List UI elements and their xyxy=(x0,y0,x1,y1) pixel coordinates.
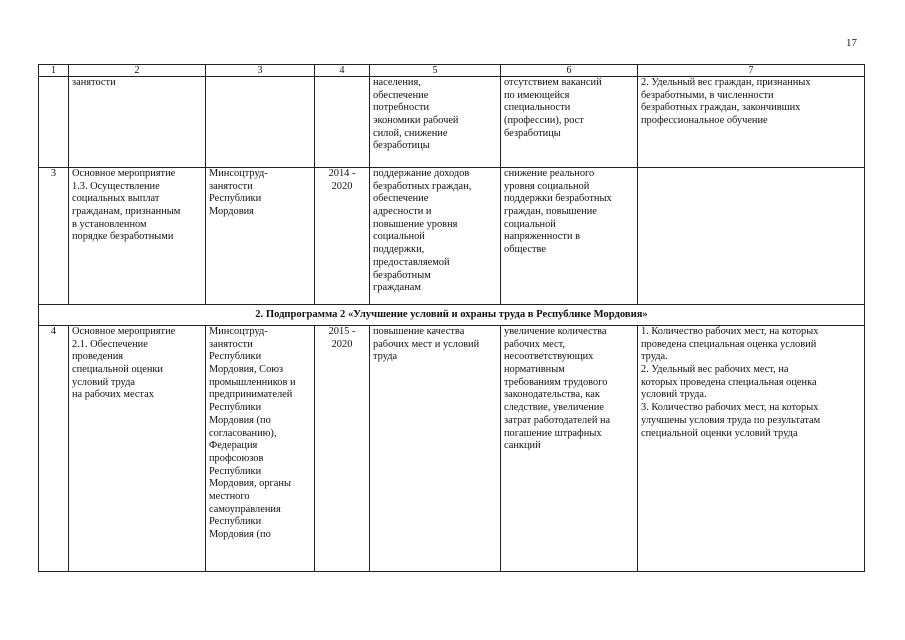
period-cell xyxy=(315,77,370,168)
measure-name-cell: Основное мероприятие 1.3. Осуществление социальных выплат гражданам, признанным в установленном порядке безработными xyxy=(69,168,206,305)
col-num-2: 2 xyxy=(69,65,206,77)
row-number-cell: 3 xyxy=(39,168,69,305)
period-cell: 2014 - 2020 xyxy=(315,168,370,305)
table-row-4 xyxy=(39,326,865,572)
expected-result-cell: поддержание доходов безработных граждан, обеспечение адресности и повышение уровня социальной поддержки, предоставляемой безработным гражданам xyxy=(370,168,501,305)
consequences-cell: отсутствием вакансий по имеющейся специальности (профессии), рост безработицы xyxy=(501,77,638,168)
col-num-4: 4 xyxy=(315,65,370,77)
table-row-continuation xyxy=(39,77,865,168)
measure-name-cell: Основное мероприятие 2.1. Обеспечение проведения специальной оценки условий труда на рабочих местах xyxy=(69,326,206,572)
section-title: 2. Подпрограмма 2 «Улучшение условий и охраны труда в Республике Мордовия» xyxy=(39,305,865,326)
expected-result-cell: повышение качества рабочих мест и условий труда xyxy=(370,326,501,572)
col-num-3: 3 xyxy=(206,65,315,77)
page-number: 17 xyxy=(846,37,857,49)
measures-table xyxy=(38,64,865,572)
expected-result-cell: населения, обеспечение потребности экономики рабочей силой, снижение безработицы xyxy=(370,77,501,168)
indicators-cell: 1. Количество рабочих мест, на которых проведена специальная оценка условий труда. 2. Удельный вес рабочих мест, на которых проведена специальная оценка условий труда. 3. Количество рабочих мест, на которых улучшены условия труда по результатам специальной оценки условий труда xyxy=(638,326,865,572)
indicators-cell xyxy=(638,168,865,305)
consequences-cell: снижение реального уровня социальной поддержки безработных граждан, повышение социальной напряженности в обществе xyxy=(501,168,638,305)
measure-name-cell: занятости xyxy=(69,77,206,168)
col-num-7: 7 xyxy=(638,65,865,77)
table-row-3 xyxy=(39,168,865,305)
section-row xyxy=(39,305,865,326)
executor-cell: Минсоцтруд- занятости Республики Мордовия, Союз промышленников и предпринимателей Республики Мордовия (по согласованию), Федерация профсоюзов Республики Мордовия, органы местного самоуправления Республики Мордовия (по xyxy=(206,326,315,572)
consequences-cell: увеличение количества рабочих мест, несоответствующих нормативным требованиям трудового законодательства, как следствие, увеличение затрат работодателей на погашение штрафных санкций xyxy=(501,326,638,572)
executor-cell: Минсоцтруд- занятости Республики Мордовия xyxy=(206,168,315,305)
row-number-cell: 4 xyxy=(39,326,69,572)
col-num-5: 5 xyxy=(370,65,501,77)
executor-cell xyxy=(206,77,315,168)
col-num-1: 1 xyxy=(39,65,69,77)
column-number-row xyxy=(39,65,865,77)
period-cell: 2015 - 2020 xyxy=(315,326,370,572)
indicators-cell: 2. Удельный вес граждан, признанных безработными, в численности безработных граждан, закончивших профессиональное обучение xyxy=(638,77,865,168)
col-num-6: 6 xyxy=(501,65,638,77)
row-number-cell xyxy=(39,77,69,168)
